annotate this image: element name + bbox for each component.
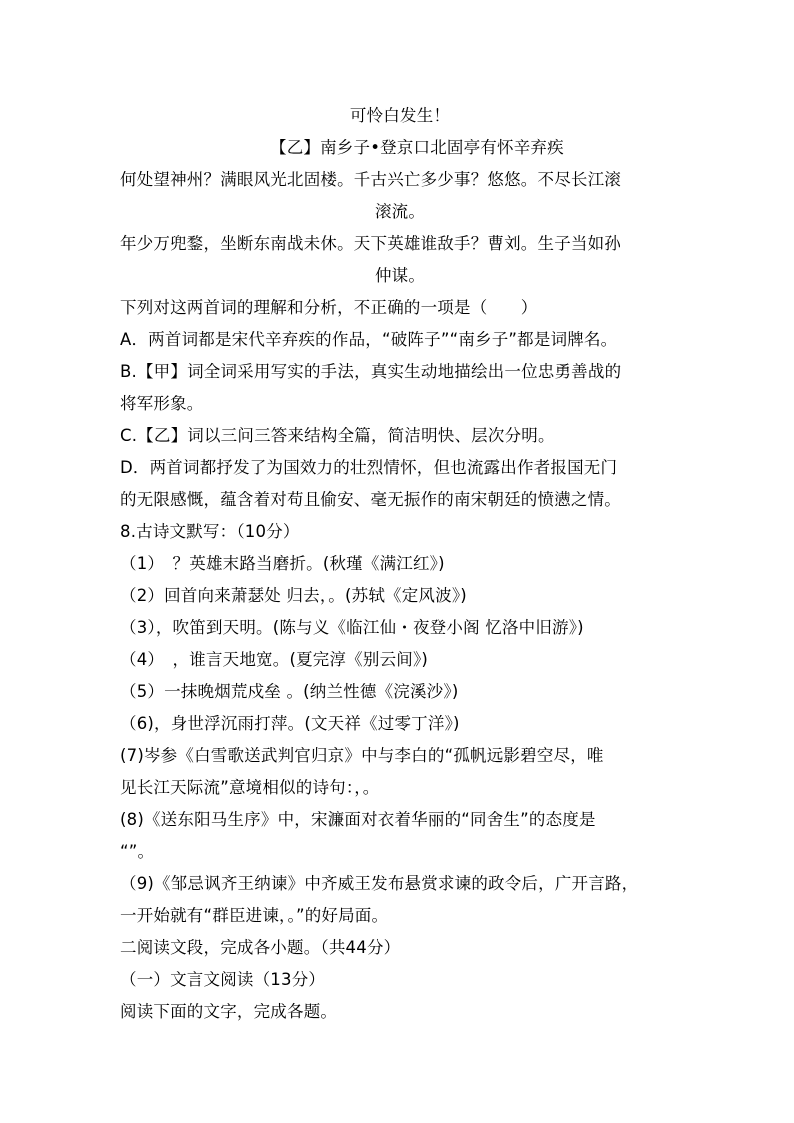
question8-item8-line1: (8)《送东阳马生序》中，宋濂面对衣着华丽的“同舍生”的态度是 — [120, 810, 596, 829]
question7-option-a: A．两首词都是宋代辛弃疾的作品，“破阵子”“南乡子”都是词牌名。 — [120, 330, 618, 349]
question8-item2: （2）回首向来萧瑟处 归去，。(苏轼《定风波》) — [120, 586, 467, 605]
poem-b-line1b: 滚流。 — [374, 202, 426, 221]
section2-instruction: 阅读下面的文字，完成各题。 — [120, 1002, 338, 1021]
question8-item6: （6)，身世浮沉雨打萍。(文天祥《过零丁洋》) — [120, 714, 460, 733]
section2-heading: 二阅读文段，完成各小题。（共44分） — [120, 938, 401, 957]
question8-item8-line2: “”。 — [120, 842, 155, 861]
question7-option-b-line2: 将军形象。 — [120, 394, 204, 413]
question8-item9-line2: 一开始就有“群臣进谏，。”的好局面。 — [120, 906, 389, 925]
question8-item7-line2: 见长江天际流”意境相似的诗句：，。 — [120, 778, 380, 797]
question7-option-d-line1: D．两首词都抒发了为国效力的壮烈情怀，但也流露出作者报国无门 — [120, 458, 618, 477]
question7-option-d-line2: 的无限感慨，蕴含着对苟且偷安、毫无振作的南宋朝廷的愤懑之情。 — [120, 490, 621, 509]
question7-option-c: C.【乙】词以三问三答来结构全篇，简洁明快、层次分明。 — [120, 426, 555, 445]
section2-subheading: （一）文言文阅读（13分） — [120, 970, 326, 989]
question8-item3: （3），吹笛到天明。(陈与义《临江仙・夜登小阁 忆洛中旧游》) — [120, 618, 584, 637]
question8-item1: （1） ？英雄末路当磨折。(秋瑾《满江红》) — [120, 554, 445, 573]
poem-end-line: 可怜白发生！ — [349, 106, 451, 125]
question8-stem: 8.古诗文默写：（10分） — [120, 522, 300, 541]
question7-option-b-line1: B.【甲】词全词采用写实的手法，真实生动地描绘出一位忠勇善战的 — [120, 362, 622, 381]
question8-item9-line1: （9)《邹忌讽齐王纳谏》中齐威王发布悬赏求谏的政令后，广开言路， — [120, 874, 639, 893]
question8-item4: （4） ，谁言天地宽。(夏完淳《别云间》) — [120, 650, 429, 669]
question7-stem: 下列对这两首词的理解和分析，不正确的一项是（ ） — [120, 298, 538, 317]
poem-b-line2a: 年少万兜鍪，坐断东南战未休。天下英雄谁敌手？曹刘。生子当如孙 — [120, 234, 621, 253]
poem-b-line1a: 何处望神州？满眼风光北固楼。千古兴亡多少事？悠悠。不尽长江滚 — [120, 170, 621, 189]
document-page — [120, 100, 680, 1028]
poem-b-title: 【乙】南乡子•登京口北固亭有怀辛弃疾 — [270, 138, 564, 157]
question8-item7-line1: (7)岑参《白雪歌送武判官归京》中与李白的“孤帆远影碧空尽，唯 — [120, 746, 604, 765]
poem-b-line2b: 仲谋。 — [374, 266, 426, 285]
question8-item5: （5）一抹晚烟荒戍垒 。(纳兰性德《浣溪沙》) — [120, 682, 459, 701]
